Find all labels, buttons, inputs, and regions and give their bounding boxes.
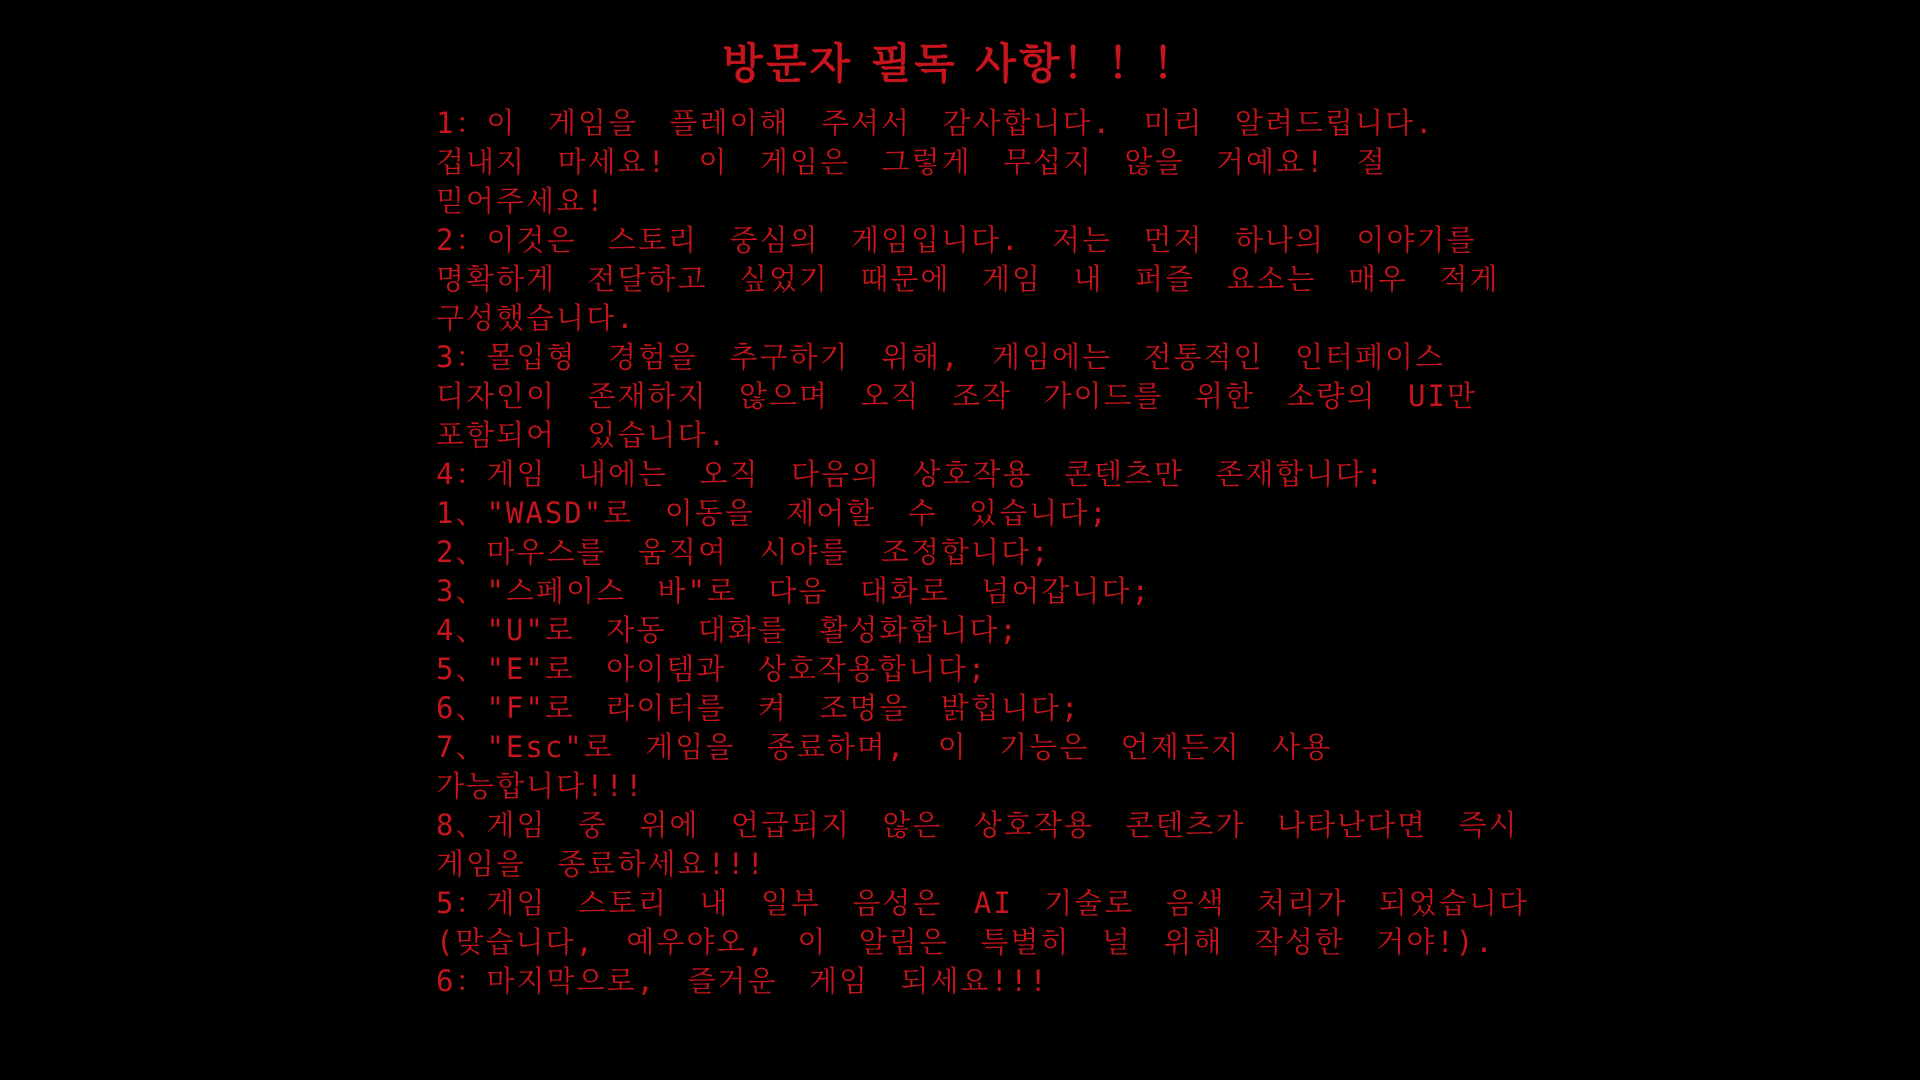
notice-line: 가능합니다!!! xyxy=(436,769,645,803)
notice-line: 5、"E"로 아이템과 상호작용합니다; xyxy=(436,652,988,686)
notice-line: 겁내지 마세요! 이 게임은 그렇게 무섭지 않을 거예요! 절 xyxy=(436,145,1387,179)
notice-line: 2、마우스를 움직여 시야를 조정합니다; xyxy=(436,535,1051,569)
notice-line: 1、"WASD"로 이동을 제어할 수 있습니다; xyxy=(436,496,1109,530)
notice-line: (맞습니다, 예우야오, 이 알림은 특별히 널 위해 작성한 거야!). xyxy=(436,925,1495,959)
notice-line: 4、"U"로 자동 대화를 활성화합니다; xyxy=(436,613,1019,647)
notice-line: 3、"스페이스 바"로 다음 대화로 넘어갑니다; xyxy=(436,574,1151,608)
notice-line: 1：이 게임을 플레이해 주셔서 감사합니다. 미리 알려드립니다. xyxy=(436,106,1435,140)
notice-line: 게임을 종료하세요!!! xyxy=(436,847,766,881)
notice-line: 6：마지막으로, 즐거운 게임 되세요!!! xyxy=(436,964,1049,998)
notice-line: 명확하게 전달하고 싶었기 때문에 게임 내 퍼즐 요소는 매우 적게 xyxy=(436,262,1500,296)
notice-line: 2：이것은 스토리 중심의 게임입니다. 저는 먼저 하나의 이야기를 xyxy=(436,223,1477,257)
notice-line: 믿어주세요! xyxy=(436,184,606,218)
notice-line: 6、"F"로 라이터를 켜 조명을 밝힙니다; xyxy=(436,691,1081,725)
notice-line: 4：게임 내에는 오직 다음의 상호작용 콘텐츠만 존재합니다: xyxy=(436,457,1385,491)
notice-line: 3：몰입형 경험을 추구하기 위해, 게임에는 전통적인 인터페이스 xyxy=(436,340,1446,374)
notice-line: 8、게임 중 위에 언급되지 않은 상호작용 콘텐츠가 나타난다면 즉시 xyxy=(436,808,1519,842)
notice-title: 방문자 필독 사항！！！ xyxy=(722,39,1198,88)
notice-line: 7、"Esc"로 게임을 종료하며, 이 기능은 언제든지 사용 xyxy=(436,730,1333,764)
notice-line: 5：게임 스토리 내 일부 음성은 AI 기술로 음색 처리가 되었습니다 xyxy=(436,886,1529,920)
notice-line: 포함되어 있습니다. xyxy=(436,418,728,452)
notice-line: 디자인이 존재하지 않으며 오직 조작 가이드를 위한 소량의 UI만 xyxy=(436,379,1477,413)
notice-line: 구성했습니다. xyxy=(436,301,636,335)
notice-body xyxy=(436,104,1529,1001)
